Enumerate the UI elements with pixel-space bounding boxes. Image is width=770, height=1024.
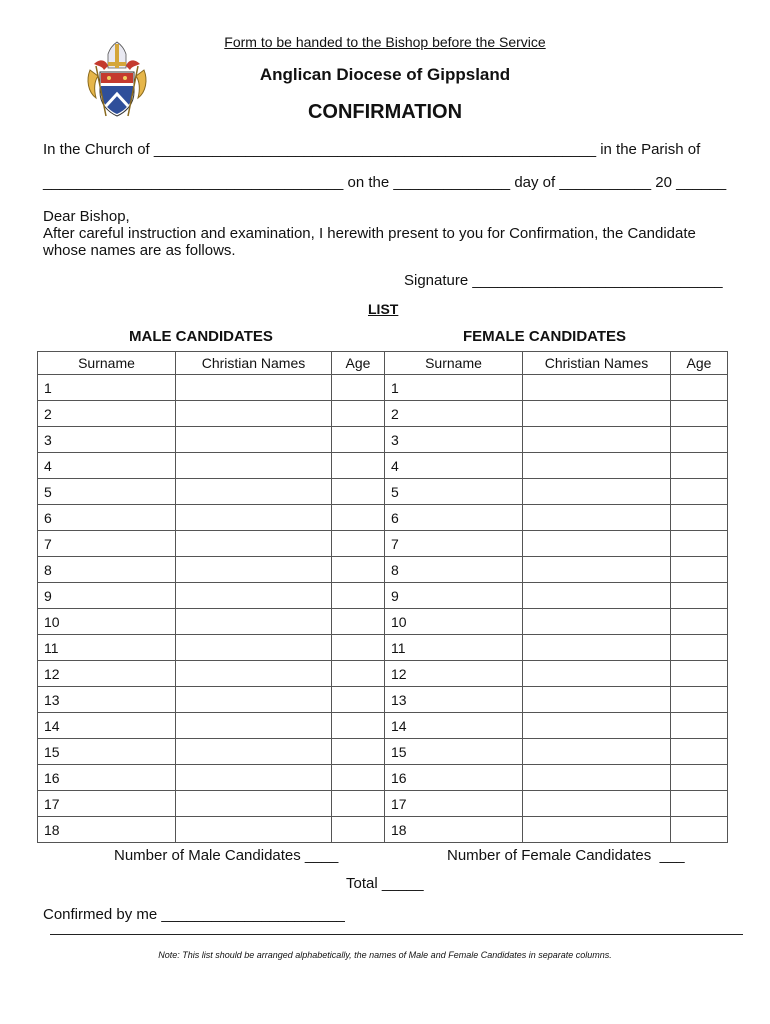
female-christian-names-cell[interactable]	[523, 739, 671, 765]
female-christian-names-cell[interactable]	[523, 401, 671, 427]
male-age-cell[interactable]	[332, 765, 385, 791]
female-number-surname-cell[interactable]: 2	[385, 401, 523, 427]
table-header-row	[38, 352, 728, 375]
female-number-surname-cell[interactable]: 10	[385, 609, 523, 635]
male-christian-names-cell[interactable]	[176, 817, 332, 843]
intro-line-2: whose names are as follows.	[43, 242, 236, 259]
female-christian-names-cell[interactable]	[523, 713, 671, 739]
female-number-surname-cell[interactable]: 13	[385, 687, 523, 713]
female-age-cell[interactable]	[671, 427, 728, 453]
confirmed-by-field[interactable]: Confirmed by me ______________________	[43, 906, 345, 923]
male-age-cell[interactable]	[332, 687, 385, 713]
female-christian-names-cell[interactable]	[523, 479, 671, 505]
footer-note: Note: This list should be arranged alphabetically, the names of Male and Female Candidates in separate columns.	[158, 950, 612, 960]
male-age-cell[interactable]	[332, 427, 385, 453]
female-christian-names-cell[interactable]	[523, 505, 671, 531]
female-number-surname-cell[interactable]: 4	[385, 453, 523, 479]
male-age-cell[interactable]	[332, 791, 385, 817]
female-age-header: Age	[671, 352, 728, 375]
male-christian-names-cell[interactable]	[176, 401, 332, 427]
female-age-cell[interactable]	[671, 531, 728, 557]
female-christian-names-cell[interactable]	[523, 375, 671, 401]
female-age-cell[interactable]	[671, 505, 728, 531]
female-age-cell[interactable]	[671, 687, 728, 713]
male-christian-names-cell[interactable]	[176, 635, 332, 661]
table-row	[38, 583, 728, 609]
female-number-surname-cell[interactable]: 17	[385, 791, 523, 817]
table-row	[38, 453, 728, 479]
male-christian-names-cell[interactable]	[176, 609, 332, 635]
male-christian-names-cell[interactable]	[176, 531, 332, 557]
male-age-cell[interactable]	[332, 635, 385, 661]
female-number-surname-cell[interactable]: 6	[385, 505, 523, 531]
male-number-surname-cell[interactable]: 16	[38, 765, 176, 791]
female-age-cell[interactable]	[671, 739, 728, 765]
male-age-cell[interactable]	[332, 557, 385, 583]
female-christian-names-cell[interactable]	[523, 583, 671, 609]
female-number-surname-cell[interactable]: 7	[385, 531, 523, 557]
female-number-surname-cell[interactable]: 14	[385, 713, 523, 739]
female-heading: FEMALE CANDIDATES	[463, 328, 627, 345]
male-number-surname-cell[interactable]: 14	[38, 713, 176, 739]
female-surname-header: Surname	[385, 352, 523, 375]
female-age-cell[interactable]	[671, 583, 728, 609]
table-row	[38, 713, 728, 739]
diocese-name: Anglican Diocese of Gippsland	[259, 65, 511, 84]
male-number-surname-cell[interactable]: 1	[38, 375, 176, 401]
date-line[interactable]: ____________________________________ on the ______________ day of ___________ 20 ______	[43, 174, 727, 191]
handed-note: Form to be handed to the Bishop before the Service	[224, 34, 546, 50]
female-number-surname-cell[interactable]: 12	[385, 661, 523, 687]
male-christian-names-header: Christian Names	[176, 352, 332, 375]
male-age-cell[interactable]	[332, 505, 385, 531]
female-christian-names-cell[interactable]	[523, 531, 671, 557]
male-christian-names-cell[interactable]	[176, 713, 332, 739]
male-christian-names-cell[interactable]	[176, 791, 332, 817]
male-number-surname-cell[interactable]: 6	[38, 505, 176, 531]
female-age-cell[interactable]	[671, 791, 728, 817]
male-number-surname-cell[interactable]: 3	[38, 427, 176, 453]
female-age-cell[interactable]	[671, 479, 728, 505]
female-christian-names-cell[interactable]	[523, 817, 671, 843]
table-row	[38, 375, 728, 401]
male-age-cell[interactable]	[332, 817, 385, 843]
female-christian-names-cell[interactable]	[523, 791, 671, 817]
table-row	[38, 531, 728, 557]
table-row	[38, 635, 728, 661]
female-age-cell[interactable]	[671, 661, 728, 687]
male-number-surname-cell[interactable]: 13	[38, 687, 176, 713]
candidate-rows	[38, 375, 728, 843]
male-number-surname-cell[interactable]: 10	[38, 609, 176, 635]
female-age-cell[interactable]	[671, 401, 728, 427]
male-number-surname-cell[interactable]: 15	[38, 739, 176, 765]
male-number-surname-cell[interactable]: 2	[38, 401, 176, 427]
male-age-cell[interactable]	[332, 401, 385, 427]
female-number-surname-cell[interactable]: 18	[385, 817, 523, 843]
list-title: LIST	[368, 301, 399, 317]
table-row	[38, 739, 728, 765]
table-row	[38, 427, 728, 453]
female-number-surname-cell[interactable]: 1	[385, 375, 523, 401]
male-age-header: Age	[332, 352, 385, 375]
total-field[interactable]: Total _____	[346, 875, 424, 892]
female-number-surname-cell[interactable]: 16	[385, 765, 523, 791]
female-age-cell[interactable]	[671, 609, 728, 635]
male-christian-names-cell[interactable]	[176, 583, 332, 609]
male-age-cell[interactable]	[332, 453, 385, 479]
male-christian-names-cell[interactable]	[176, 687, 332, 713]
male-age-cell[interactable]	[332, 739, 385, 765]
table-row	[38, 557, 728, 583]
male-age-cell[interactable]	[332, 609, 385, 635]
female-count-field[interactable]: Number of Female Candidates ___	[447, 847, 685, 864]
table-row	[38, 609, 728, 635]
signature-field[interactable]: Signature ______________________________	[404, 272, 723, 289]
male-christian-names-cell[interactable]	[176, 505, 332, 531]
female-number-surname-cell[interactable]: 5	[385, 479, 523, 505]
table-row	[38, 661, 728, 687]
table-row	[38, 401, 728, 427]
female-age-cell[interactable]	[671, 713, 728, 739]
female-christian-names-cell[interactable]	[523, 609, 671, 635]
male-number-surname-cell[interactable]: 18	[38, 817, 176, 843]
table-row	[38, 791, 728, 817]
female-christian-names-header: Christian Names	[523, 352, 671, 375]
table-row	[38, 817, 728, 843]
female-number-surname-cell[interactable]: 9	[385, 583, 523, 609]
male-number-surname-cell[interactable]: 9	[38, 583, 176, 609]
female-christian-names-cell[interactable]	[523, 661, 671, 687]
male-christian-names-cell[interactable]	[176, 739, 332, 765]
female-age-cell[interactable]	[671, 635, 728, 661]
male-christian-names-cell[interactable]	[176, 557, 332, 583]
table-row	[38, 505, 728, 531]
female-number-surname-cell[interactable]: 15	[385, 739, 523, 765]
male-christian-names-cell[interactable]	[176, 453, 332, 479]
female-age-cell[interactable]	[671, 765, 728, 791]
male-number-surname-cell[interactable]: 8	[38, 557, 176, 583]
male-heading: MALE CANDIDATES	[129, 328, 273, 345]
table-row	[38, 687, 728, 713]
male-number-surname-cell[interactable]: 12	[38, 661, 176, 687]
church-line[interactable]: In the Church of _____________________________________________________ in the Parish of	[43, 141, 701, 158]
female-christian-names-cell[interactable]	[523, 427, 671, 453]
table-row	[38, 479, 728, 505]
female-christian-names-cell[interactable]	[523, 453, 671, 479]
male-christian-names-cell[interactable]	[176, 661, 332, 687]
female-age-cell[interactable]	[671, 453, 728, 479]
male-christian-names-cell[interactable]	[176, 375, 332, 401]
male-number-surname-cell[interactable]: 11	[38, 635, 176, 661]
male-age-cell[interactable]	[332, 583, 385, 609]
male-age-cell[interactable]	[332, 531, 385, 557]
male-age-cell[interactable]	[332, 661, 385, 687]
candidates-table	[37, 351, 728, 843]
male-number-surname-cell[interactable]: 17	[38, 791, 176, 817]
female-age-cell[interactable]	[671, 817, 728, 843]
table-row	[38, 765, 728, 791]
female-number-surname-cell[interactable]: 8	[385, 557, 523, 583]
male-number-surname-cell[interactable]: 5	[38, 479, 176, 505]
salutation: Dear Bishop,	[43, 208, 130, 225]
male-christian-names-cell[interactable]	[176, 427, 332, 453]
male-age-cell[interactable]	[332, 375, 385, 401]
female-age-cell[interactable]	[671, 557, 728, 583]
female-christian-names-cell[interactable]	[523, 635, 671, 661]
male-count-field[interactable]: Number of Male Candidates ____	[114, 847, 339, 864]
female-number-surname-cell[interactable]: 3	[385, 427, 523, 453]
male-number-surname-cell[interactable]: 7	[38, 531, 176, 557]
female-number-surname-cell[interactable]: 11	[385, 635, 523, 661]
intro-line-1: After careful instruction and examination, I herewith present to you for Confirmation, the Candidate	[43, 225, 696, 242]
male-age-cell[interactable]	[332, 713, 385, 739]
male-age-cell[interactable]	[332, 479, 385, 505]
male-christian-names-cell[interactable]	[176, 479, 332, 505]
male-christian-names-cell[interactable]	[176, 765, 332, 791]
divider	[50, 934, 743, 935]
male-surname-header: Surname	[38, 352, 176, 375]
male-number-surname-cell[interactable]: 4	[38, 453, 176, 479]
form-title: CONFIRMATION	[307, 101, 463, 123]
female-christian-names-cell[interactable]	[523, 765, 671, 791]
female-christian-names-cell[interactable]	[523, 557, 671, 583]
female-age-cell[interactable]	[671, 375, 728, 401]
female-christian-names-cell[interactable]	[523, 687, 671, 713]
